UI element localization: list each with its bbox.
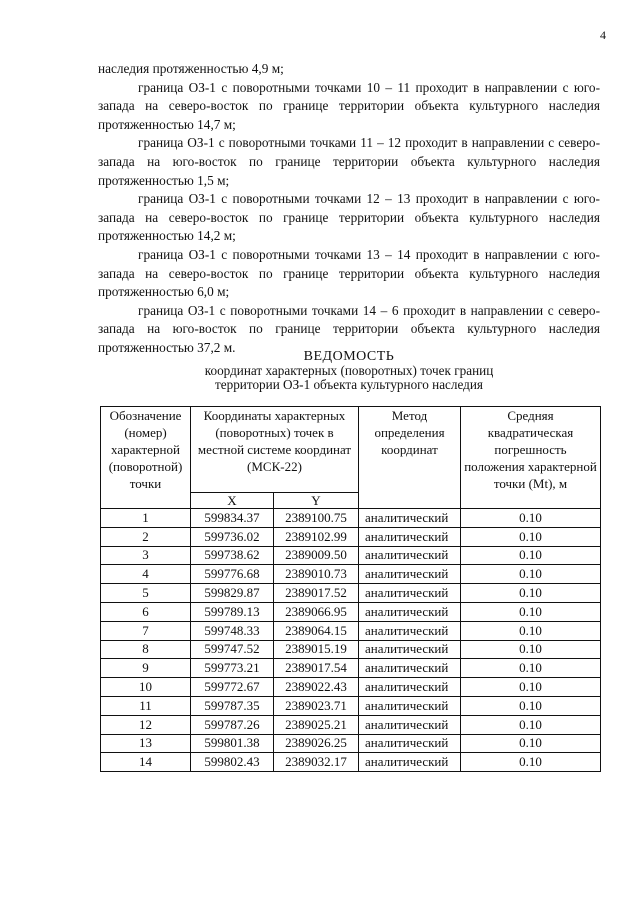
cell-point-number: 6 [101, 602, 191, 621]
paragraph-boundary-13-14: граница ОЗ-1 с поворотными точками 13 – 14 проходит в направлении с юго-запада на северо-восток по границе территории объекта культурного наследия протяженностью 6,0 м; [98, 246, 600, 300]
page-number: 4 [600, 28, 606, 42]
cell-method: аналитический [359, 527, 461, 546]
body-text [98, 60, 600, 358]
cell-method: аналитический [359, 696, 461, 715]
table-row [101, 678, 601, 697]
cell-x: 599747.52 [191, 640, 274, 659]
cell-y: 2389010.73 [274, 565, 359, 584]
cell-method: аналитический [359, 509, 461, 528]
cell-point-number: 8 [101, 640, 191, 659]
cell-y: 2389032.17 [274, 753, 359, 772]
cell-point-number: 1 [101, 509, 191, 528]
cell-method: аналитический [359, 565, 461, 584]
cell-x: 599776.68 [191, 565, 274, 584]
cell-point-number: 5 [101, 584, 191, 603]
cell-y: 2389023.71 [274, 696, 359, 715]
cell-x: 599829.87 [191, 584, 274, 603]
cell-error: 0.10 [461, 509, 601, 528]
cell-x: 599787.35 [191, 696, 274, 715]
cell-point-number: 3 [101, 546, 191, 565]
cell-error: 0.10 [461, 734, 601, 753]
cell-method: аналитический [359, 584, 461, 603]
cell-error: 0.10 [461, 546, 601, 565]
cell-x: 599789.13 [191, 602, 274, 621]
table-row [101, 640, 601, 659]
cell-x: 599802.43 [191, 753, 274, 772]
table-row [101, 602, 601, 621]
cell-point-number: 10 [101, 678, 191, 697]
header-point: Обозначение (номер) характерной (поворотной) точки [101, 407, 191, 509]
cell-method: аналитический [359, 546, 461, 565]
cell-point-number: 13 [101, 734, 191, 753]
cell-point-number: 2 [101, 527, 191, 546]
table-row [101, 565, 601, 584]
cell-method: аналитический [359, 659, 461, 678]
cell-x: 599772.67 [191, 678, 274, 697]
cell-point-number: 11 [101, 696, 191, 715]
cell-point-number: 7 [101, 621, 191, 640]
cell-error: 0.10 [461, 602, 601, 621]
cell-error: 0.10 [461, 584, 601, 603]
cell-error: 0.10 [461, 527, 601, 546]
paragraph-continuation: наследия протяженностью 4,9 м; [98, 61, 284, 76]
cell-method: аналитический [359, 602, 461, 621]
table-row [101, 734, 601, 753]
cell-error: 0.10 [461, 696, 601, 715]
paragraph-boundary-10-11: граница ОЗ-1 с поворотными точками 10 – 11 проходит в направлении с юго-запада на северо-восток по границе территории объекта культурного наследия протяженностью 14,7 м; [98, 79, 600, 132]
cell-error: 0.10 [461, 715, 601, 734]
table-row [101, 659, 601, 678]
cell-x: 599748.33 [191, 621, 274, 640]
cell-x: 599736.02 [191, 527, 274, 546]
cell-point-number: 12 [101, 715, 191, 734]
statement-subtitle-line2: территории ОЗ-1 объекта культурного наследия [215, 377, 483, 392]
table-row [101, 509, 601, 528]
cell-y: 2389102.99 [274, 527, 359, 546]
cell-method: аналитический [359, 734, 461, 753]
cell-y: 2389026.25 [274, 734, 359, 753]
cell-method: аналитический [359, 621, 461, 640]
table-body [101, 509, 601, 772]
cell-method: аналитический [359, 678, 461, 697]
statement-title-block [98, 350, 600, 392]
paragraph-boundary-11-12: граница ОЗ-1 с поворотными точками 11 – 12 проходит в направлении с северо-запада на юго-восток по границе территории объекта культурного наследия протяженностью 1,5 м; [98, 135, 600, 188]
statement-title: ВЕДОМОСТЬ [303, 349, 395, 364]
header-x: X [191, 493, 274, 509]
cell-y: 2389022.43 [274, 678, 359, 697]
cell-y: 2389066.95 [274, 602, 359, 621]
header-error: Средняя квадратическая погрешность положения характерной точки (Mt), м [461, 407, 601, 509]
table-row [101, 753, 601, 772]
cell-method: аналитический [359, 715, 461, 734]
table-row [101, 621, 601, 640]
cell-x: 599738.62 [191, 546, 274, 565]
cell-point-number: 14 [101, 753, 191, 772]
cell-error: 0.10 [461, 753, 601, 772]
statement-subtitle-line1: координат характерных (поворотных) точек границ [204, 363, 494, 378]
table-row [101, 527, 601, 546]
cell-x: 599834.37 [191, 509, 274, 528]
cell-error: 0.10 [461, 659, 601, 678]
cell-point-number: 9 [101, 659, 191, 678]
table-row [101, 546, 601, 565]
cell-error: 0.10 [461, 640, 601, 659]
table-row [101, 584, 601, 603]
header-coordinates: Координаты характерных (поворотных) точек в местной системе координат (МСК-22) [191, 407, 359, 493]
table-row [101, 696, 601, 715]
cell-y: 2389100.75 [274, 509, 359, 528]
cell-x: 599787.26 [191, 715, 274, 734]
cell-y: 2389009.50 [274, 546, 359, 565]
cell-x: 599801.38 [191, 734, 274, 753]
cell-error: 0.10 [461, 621, 601, 640]
paragraph-boundary-14-6: граница ОЗ-1 с поворотными точками 14 – 6 проходит в направлении с северо-запада на юго-восток по границе территории объекта культурного наследия протяженностью 37,2 м. [98, 302, 600, 355]
header-method: Метод определения координат [359, 407, 461, 509]
header-y: Y [274, 493, 359, 509]
cell-point-number: 4 [101, 565, 191, 584]
cell-x: 599773.21 [191, 659, 274, 678]
cell-y: 2389017.54 [274, 659, 359, 678]
cell-method: аналитический [359, 640, 461, 659]
coordinates-table [100, 406, 601, 772]
paragraph-boundary-12-13: граница ОЗ-1 с поворотными точками 12 – 13 проходит в направлении с юго-запада на северо-восток по границе территории объекта культурного наследия протяженностью 14,2 м; [98, 191, 600, 244]
table-row [101, 715, 601, 734]
cell-method: аналитический [359, 753, 461, 772]
cell-y: 2389015.19 [274, 640, 359, 659]
cell-y: 2389025.21 [274, 715, 359, 734]
cell-y: 2389017.52 [274, 584, 359, 603]
cell-error: 0.10 [461, 678, 601, 697]
cell-error: 0.10 [461, 565, 601, 584]
cell-y: 2389064.15 [274, 621, 359, 640]
